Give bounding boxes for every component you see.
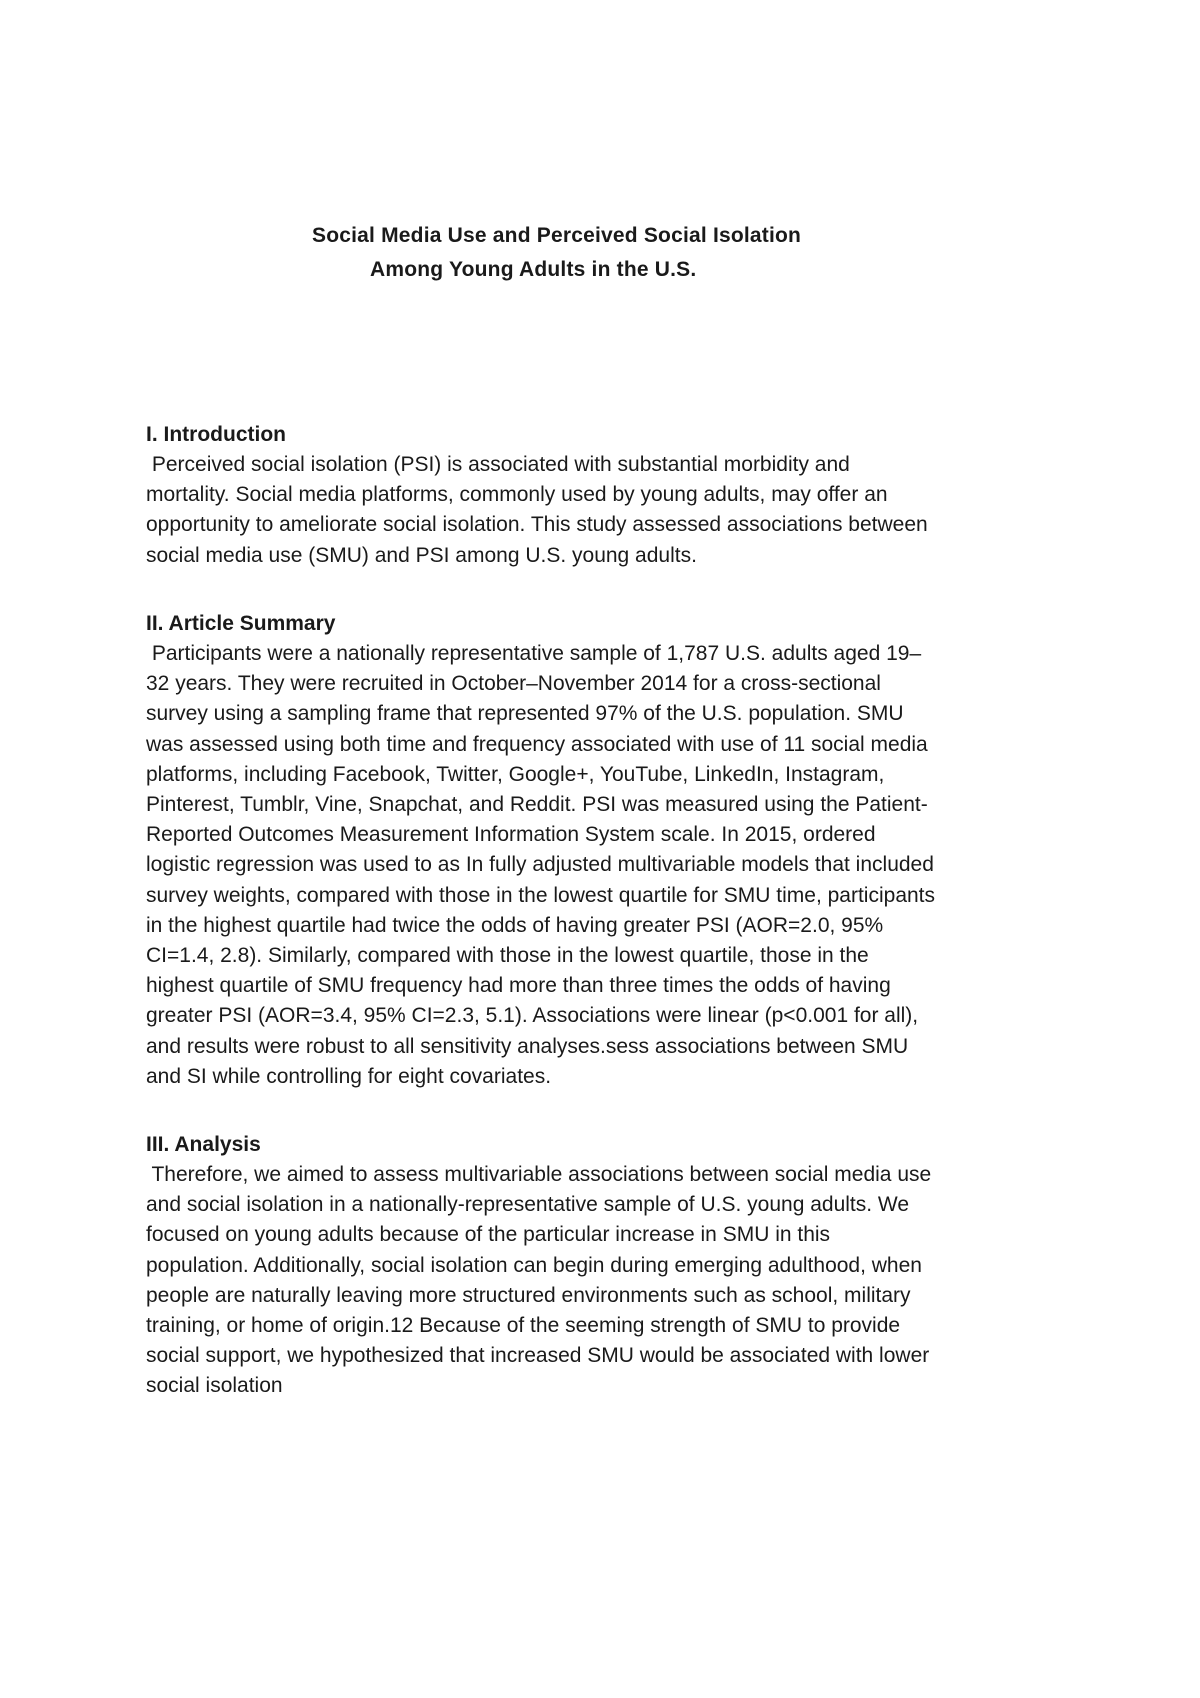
document-title-line-2: Among Young Adults in the U.S. — [370, 258, 697, 281]
paragraph-line: Reported Outcomes Measurement Information System scale. In 2015, ordered — [146, 823, 876, 847]
section-heading: II. Article Summary — [146, 612, 336, 635]
paragraph-line: greater PSI (AOR=3.4, 95% CI=2.3, 5.1). Associations were linear (p<0.001 for all), — [146, 1004, 919, 1028]
paragraph-line: 32 years. They were recruited in October–November 2014 for a cross-sectional — [146, 672, 881, 696]
document-title-line-1: Social Media Use and Perceived Social Isolation — [312, 224, 802, 247]
paragraph-line: Pinterest, Tumblr, Vine, Snapchat, and Reddit. PSI was measured using the Patient- — [146, 793, 928, 817]
section-analysis — [146, 1130, 1076, 1402]
paragraph-line: survey using a sampling frame that represented 97% of the U.S. population. SMU — [146, 702, 904, 726]
paragraph-line: and social isolation in a nationally-representative sample of U.S. young adults. We — [146, 1193, 910, 1217]
paragraph-line: social media use (SMU) and PSI among U.S. young adults. — [146, 543, 697, 567]
section-heading: III. Analysis — [146, 1133, 261, 1156]
section-article-summary — [146, 609, 1076, 1092]
paragraph-line: training, or home of origin.12 Because of the seeming strength of SMU to provide — [146, 1314, 901, 1338]
paragraph-line: highest quartile of SMU frequency had more than three times the odds of having — [146, 974, 891, 998]
paragraph-line: was assessed using both time and frequency associated with use of 11 social media — [146, 732, 928, 756]
paragraph-line: opportunity to ameliorate social isolation. This study assessed associations between — [146, 513, 928, 537]
paragraph-line: people are naturally leaving more structured environments such as school, military — [146, 1283, 911, 1307]
paragraph-line: population. Additionally, social isolation can begin during emerging adulthood, when — [146, 1253, 922, 1277]
paragraph-line: in the highest quartile had twice the odds of having greater PSI (AOR=2.0, 95% — [146, 913, 884, 937]
paragraph-line: Participants were a nationally representative sample of 1,787 U.S. adults aged 19– — [146, 642, 922, 665]
section-heading: I. Introduction — [146, 423, 286, 446]
paragraph-line: focused on young adults because of the particular increase in SMU in this — [146, 1223, 831, 1247]
paragraph-line: social isolation — [146, 1374, 283, 1398]
paragraph-line: CI=1.4, 2.8). Similarly, compared with those in the lowest quartile, those in the — [146, 944, 869, 968]
paragraph-line: social support, we hypothesized that increased SMU would be associated with lower — [146, 1344, 930, 1368]
section-introduction — [146, 420, 1076, 571]
paragraph-line: and results were robust to all sensitivity analyses.sess associations between SMU — [146, 1034, 909, 1058]
paragraph-line: Therefore, we aimed to assess multivariable associations between social media use — [146, 1163, 932, 1186]
paragraph-line: and SI while controlling for eight covariates. — [146, 1064, 552, 1088]
paragraph-line: platforms, including Facebook, Twitter, Google+, YouTube, LinkedIn, Instagram, — [146, 762, 885, 786]
paragraph-line: Perceived social isolation (PSI) is associated with substantial morbidity and — [146, 453, 850, 476]
paragraph-line: survey weights, compared with those in the lowest quartile for SMU time, participants — [146, 883, 936, 907]
paragraph-line: mortality. Social media platforms, commonly used by young adults, may offer an — [146, 483, 888, 507]
paragraph-line: logistic regression was used to as In fully adjusted multivariable models that included — [146, 853, 934, 877]
